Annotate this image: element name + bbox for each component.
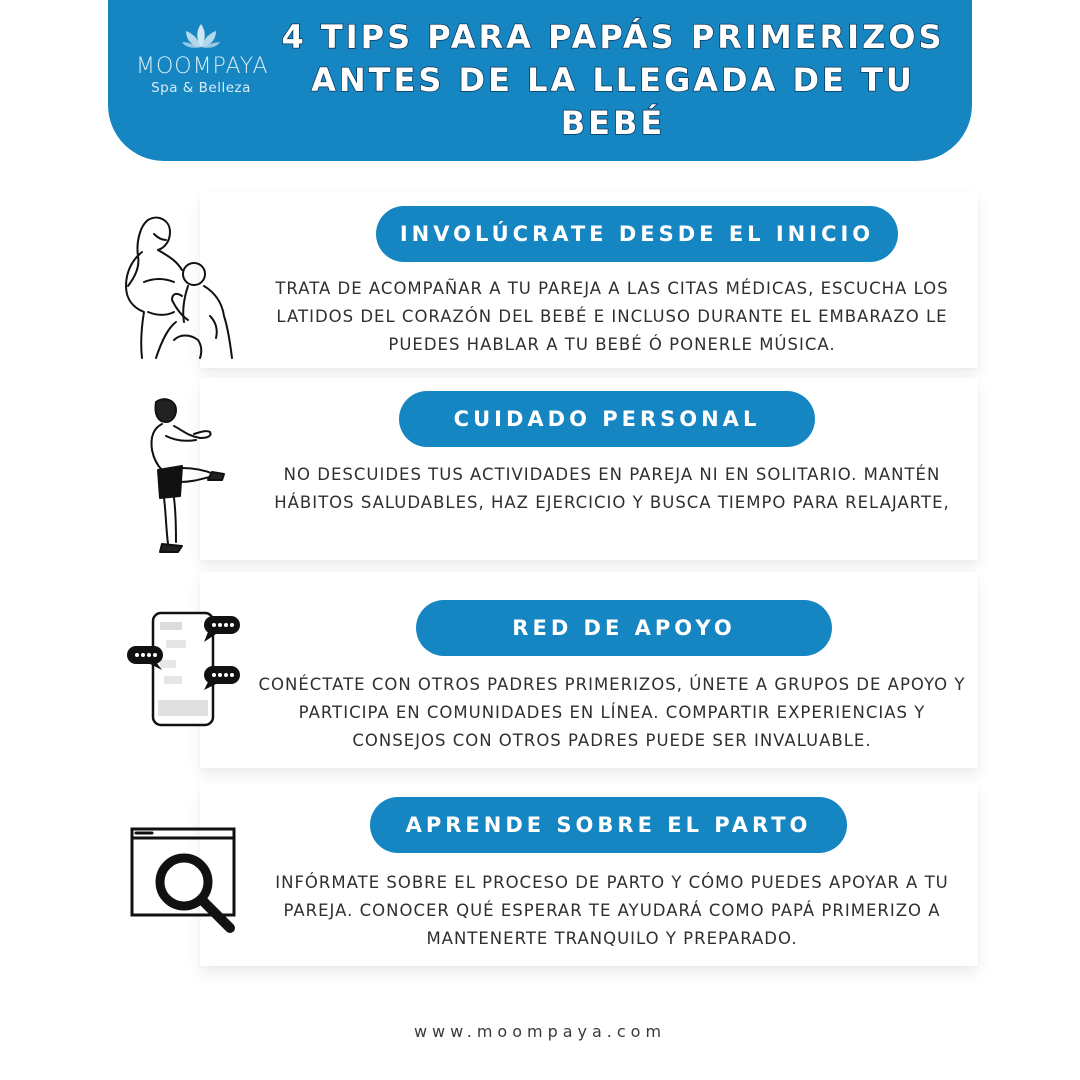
brand-tagline: Spa & Belleza [151, 80, 251, 96]
tip-heading-3: RED DE APOYO [416, 600, 832, 656]
tip-heading-4: APRENDE SOBRE EL PARTO [370, 797, 847, 853]
header-banner [108, 0, 972, 161]
brand-logo[interactable] [136, 22, 269, 96]
website-link[interactable]: www.moompaya.com [413, 1022, 667, 1041]
phone-chat-icon [126, 610, 242, 728]
stretching-person-icon [138, 396, 232, 558]
browser-search-icon [130, 826, 240, 936]
page-title: 4 TIPS PARA PAPÁS PRIMERIZOS ANTES DE LA LLEGADA DE TU BEBÉ [281, 18, 945, 142]
lotus-icon [181, 22, 221, 52]
tip-text-4: INFÓRMATE SOBRE EL PROCESO DE PARTO Y CÓMO PUEDES APOYAR A TU PAREJA. CONOCER QUÉ ESPERAR TE AYUDARÁ COMO PAPÁ PRIMERIZO A MANTENERTE TRANQUILO Y PREPARADO. [275, 873, 949, 948]
couple-illustration-icon [118, 212, 243, 360]
tip-heading-2: CUIDADO PERSONAL [399, 391, 815, 447]
brand-name: MOOMPAYA [136, 54, 269, 79]
tip-text-3: CONÉCTATE CON OTROS PADRES PRIMERIZOS, ÚNETE A GRUPOS DE APOYO Y PARTICIPA EN COMUNIDADES EN LÍNEA. COMPARTIR EXPERIENCIAS Y CONSEJOS CON OTROS PADRES PUEDE SER INVALUABLE. [258, 675, 966, 750]
tip-heading-1: INVOLÚCRATE DESDE EL INICIO [376, 206, 898, 262]
tip-text-2: NO DESCUIDES TUS ACTIVIDADES EN PAREJA NI EN SOLITARIO. MANTÉN HÁBITOS SALUDABLES, HAZ EJERCICIO Y BUSCA TIEMPO PARA RELAJARTE, [274, 465, 950, 512]
tip-text-1: TRATA DE ACOMPAÑAR A TU PAREJA A LAS CITAS MÉDICAS, ESCUCHA LOS LATIDOS DEL CORAZÓN DEL BEBÉ E INCLUSO DURANTE EL EMBARAZO LE PUEDES HABLAR A TU BEBÉ Ó PONERLE MÚSICA. [275, 279, 949, 354]
